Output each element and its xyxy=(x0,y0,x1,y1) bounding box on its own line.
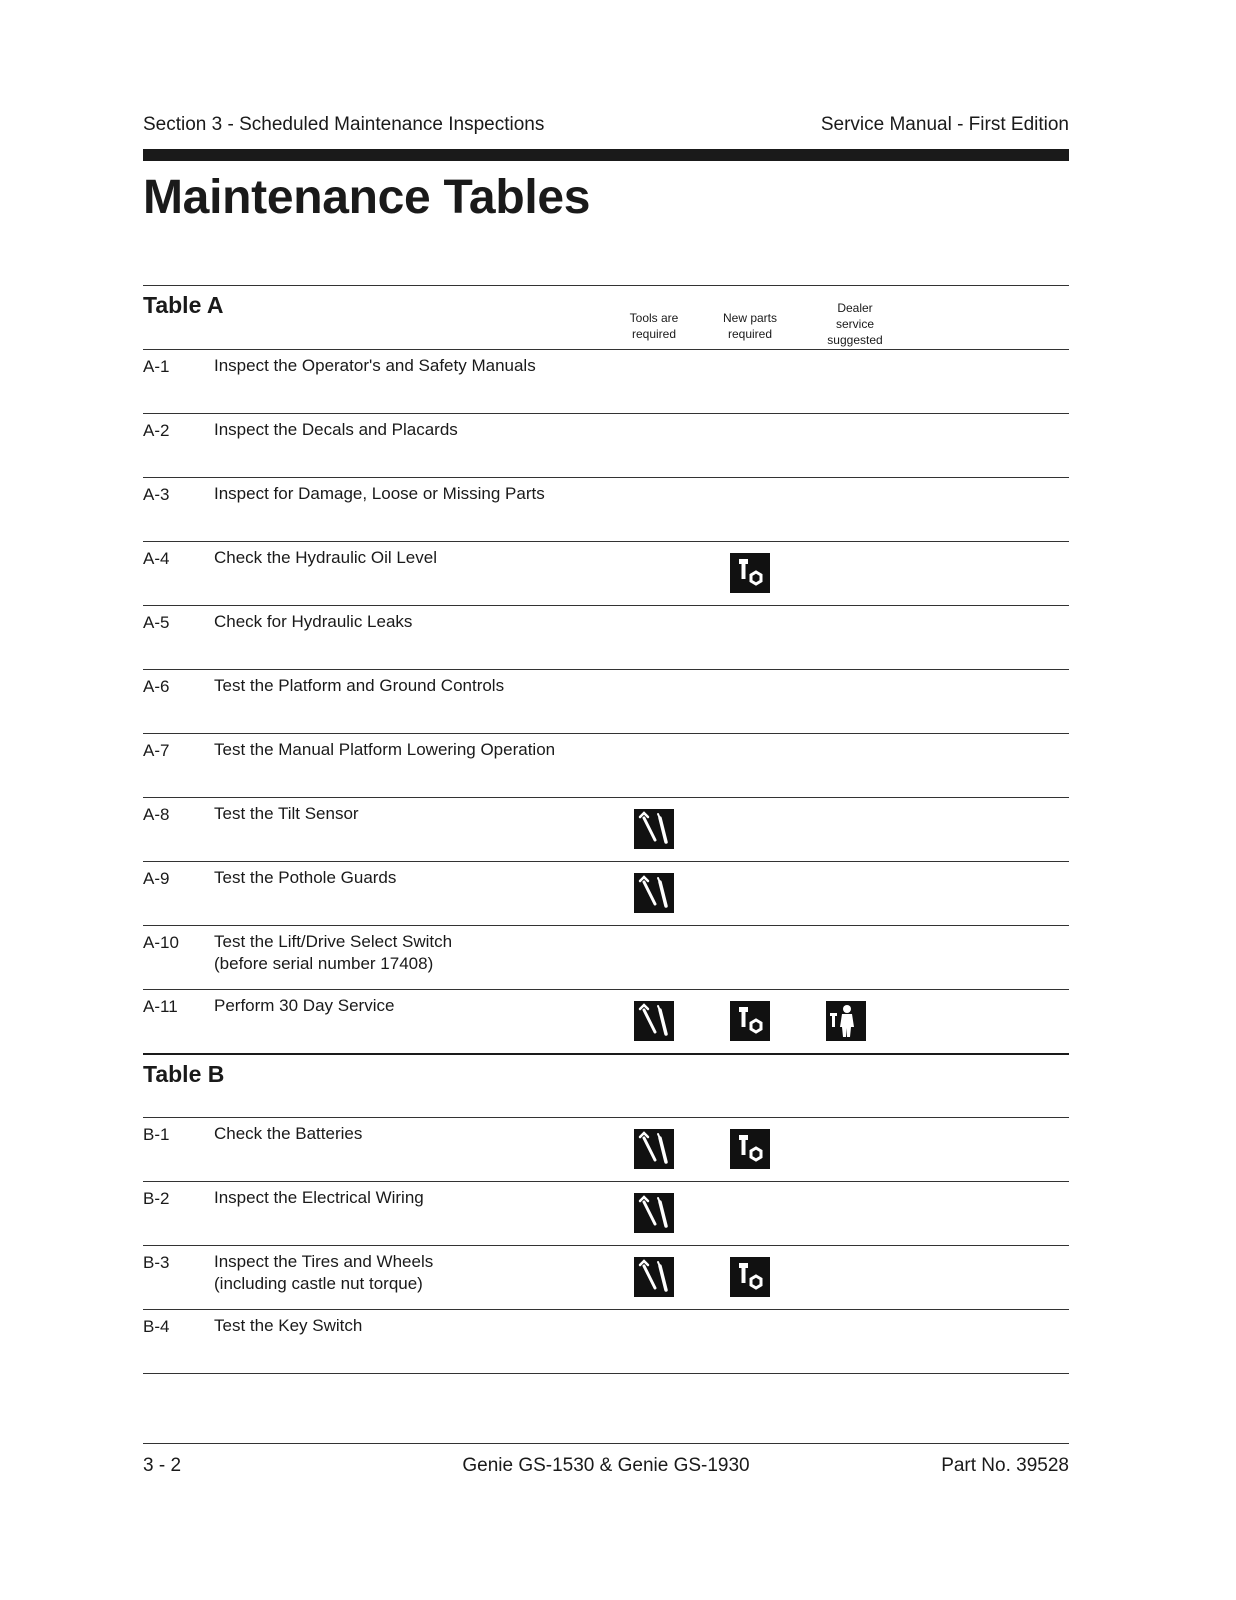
row-description-line: (including castle nut torque) xyxy=(214,1274,423,1293)
row-description xyxy=(214,1315,362,1337)
header-bar xyxy=(143,149,1069,161)
row-description xyxy=(214,1187,424,1209)
table-a-row-rule xyxy=(143,1053,1069,1055)
row-description xyxy=(214,611,412,633)
footer-part-number: Part No. 39528 xyxy=(941,1455,1069,1476)
row-id: A-10 xyxy=(143,933,179,952)
table-a-row-rule xyxy=(143,797,1069,798)
row-description-line: Test the Platform and Ground Controls xyxy=(214,676,505,695)
column-header-line: required xyxy=(727,327,773,341)
footer-model: Genie GS-1530 & Genie GS-1930 xyxy=(462,1455,750,1476)
bolt-nut-icon xyxy=(730,1129,770,1169)
column-header-line: Dealer xyxy=(837,301,873,315)
table-a-top-rule xyxy=(143,285,1069,286)
row-description-line: (before serial number 17408) xyxy=(214,954,434,973)
row-description xyxy=(214,675,504,697)
bolt-nut-icon xyxy=(730,1257,770,1297)
row-description-line: Test the Pothole Guards xyxy=(214,868,397,887)
bolt-nut-icon xyxy=(730,1001,770,1041)
table-b-header-rule xyxy=(143,1117,1069,1118)
column-header-line: New parts xyxy=(722,311,778,325)
row-id: A-5 xyxy=(143,613,170,632)
column-header-line: required xyxy=(631,327,677,341)
row-description xyxy=(214,803,359,825)
table-a-row-rule xyxy=(143,989,1069,990)
wrench-screwdriver-icon xyxy=(634,1257,674,1297)
row-description-line: Inspect the Operator's and Safety Manuals xyxy=(214,356,536,375)
row-description-line: Inspect the Tires and Wheels xyxy=(214,1252,434,1271)
row-description-line: Inspect the Electrical Wiring xyxy=(214,1188,424,1207)
table-a-row-rule xyxy=(143,541,1069,542)
row-description-line: Test the Tilt Sensor xyxy=(214,804,359,823)
row-description-line: Check for Hydraulic Leaks xyxy=(214,612,413,631)
table-a-row-rule xyxy=(143,861,1069,862)
row-description xyxy=(214,1251,433,1295)
table-b-heading: Table B xyxy=(143,1061,225,1087)
bolt-nut-icon xyxy=(730,553,770,593)
row-description xyxy=(214,483,545,505)
table-a-heading: Table A xyxy=(143,292,224,318)
row-description xyxy=(214,547,437,569)
row-description-line: Check the Hydraulic Oil Level xyxy=(214,548,437,567)
row-id: A-6 xyxy=(143,677,170,696)
row-description-line: Test the Key Switch xyxy=(214,1316,363,1335)
table-a-row-rule xyxy=(143,605,1069,606)
running-header-section: Section 3 - Scheduled Maintenance Inspections xyxy=(143,114,545,135)
column-header-parts xyxy=(695,310,805,342)
footer-rule xyxy=(143,1443,1069,1444)
row-description-line: Check the Batteries xyxy=(214,1124,363,1143)
row-description xyxy=(214,739,555,761)
row-id: B-4 xyxy=(143,1317,170,1336)
table-a-row-rule xyxy=(143,477,1069,478)
wrench-screwdriver-icon xyxy=(634,809,674,849)
column-header-line: Tools are xyxy=(629,311,679,325)
row-id: A-1 xyxy=(143,357,170,376)
table-a-row-rule xyxy=(143,413,1069,414)
table-b-row-rule xyxy=(143,1245,1069,1246)
row-id: A-7 xyxy=(143,741,170,760)
column-header-dealer xyxy=(800,300,910,348)
column-header-line: suggested xyxy=(827,333,883,347)
table-b-row-rule xyxy=(143,1309,1069,1310)
row-description-line: Inspect for Damage, Loose or Missing Parts xyxy=(214,484,545,503)
row-id: A-3 xyxy=(143,485,170,504)
footer-page-number: 3 - 2 xyxy=(143,1455,182,1476)
row-description-line: Test the Lift/Drive Select Switch xyxy=(214,932,453,951)
service-technician-icon xyxy=(826,1001,866,1041)
running-header-edition: Service Manual - First Edition xyxy=(820,114,1069,135)
row-description xyxy=(214,355,536,377)
table-a-row-rule xyxy=(143,925,1069,926)
row-id: B-3 xyxy=(143,1253,170,1272)
row-description xyxy=(214,867,396,889)
table-b-row-rule xyxy=(143,1181,1069,1182)
row-description-line: Inspect the Decals and Placards xyxy=(214,420,458,439)
table-b-row-rule xyxy=(143,1373,1069,1374)
table-a-header-rule xyxy=(143,349,1069,350)
page-title: Maintenance Tables xyxy=(143,171,591,224)
row-description-line: Perform 30 Day Service xyxy=(214,996,395,1015)
row-description xyxy=(214,419,458,441)
wrench-screwdriver-icon xyxy=(634,1193,674,1233)
row-id: A-9 xyxy=(143,869,170,888)
row-id: A-2 xyxy=(143,421,170,440)
row-description xyxy=(214,1123,362,1145)
row-id: A-11 xyxy=(143,997,178,1016)
row-id: A-4 xyxy=(143,549,170,568)
wrench-screwdriver-icon xyxy=(634,1001,674,1041)
row-id: B-1 xyxy=(143,1125,170,1144)
row-id: A-8 xyxy=(143,805,170,824)
column-header-line: service xyxy=(835,317,874,331)
wrench-screwdriver-icon xyxy=(634,873,674,913)
row-description xyxy=(214,931,452,975)
row-description xyxy=(214,995,394,1017)
column-header-tools xyxy=(599,310,709,342)
row-description-line: Test the Manual Platform Lowering Operation xyxy=(214,740,556,759)
table-a-row-rule xyxy=(143,669,1069,670)
wrench-screwdriver-icon xyxy=(634,1129,674,1169)
row-id: B-2 xyxy=(143,1189,170,1208)
table-a-row-rule xyxy=(143,733,1069,734)
